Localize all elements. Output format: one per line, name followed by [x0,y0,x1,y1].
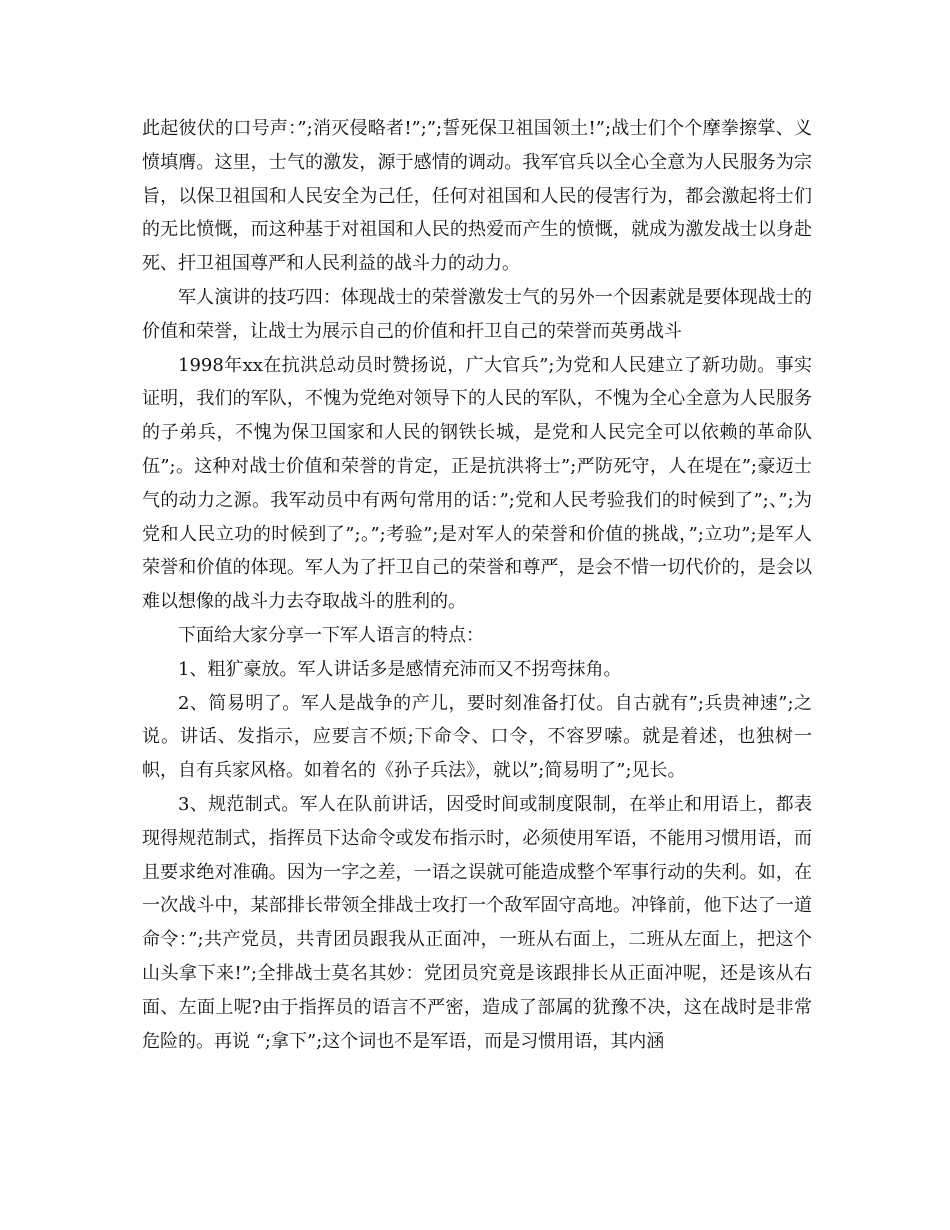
paragraph-6: 2、简易明了。军人是战争的产儿，要时刻准备打仗。自古就有”;兵贵神速”;之说。讲话、发指示，应要言不烦;下命令、口令，不容罗嗦。就是着述，也独树一帜，自有兵家风格。如着名的《孙子兵法》，就以”;简易明了”;见长。 [142,692,812,782]
paragraph-5: 1、粗犷豪放。军人讲话多是感情充沛而又不拐弯抹角。 [178,658,622,680]
paragraph-2: 军人演讲的技巧四：体现战士的荣誉激发士气的另外一个因素就是要体现战士的价值和荣誉，让战士为展示自己的价值和扞卫自己的荣誉而英勇战斗 [142,286,812,342]
paragraph-7: 3、规范制式。军人在队前讲话，因受时间或制度限制，在举止和用语上，都表现得规范制式，指挥员下达命令或发布指示时，必须使用军语，不能用习惯用语，而且要求绝对准确。因为一字之差，一语之误就可能造成整个军事行动的失利。如，在一次战斗中，某部排长带领全排战士攻打一个敌军固守高地。冲锋前，他下达了一道命令：”;共产党员，共青团员跟我从正面冲，一班从右面上，二班从左面上，把这个山头拿下来!”;全排战士莫名其妙：党团员究竟是该跟排长从正面冲呢，还是该从右面、左面上呢?由于指挥员的语言不严密，造成了部属的犹豫不决，这在战时是非常危险的。再说 “;拿下”;这个词也不是军语，而是习惯用语，其内涵 [142,793,812,1052]
paragraph-3: 1998年xx在抗洪总动员时赞扬说，广大官兵”;为党和人民建立了新功勋。事实证明，我们的军队，不愧为党绝对领导下的人民的军队，不愧为全心全意为人民服务的子弟兵，不愧为保卫国家和人民的钢铁长城，是党和人民完全可以依赖的革命队伍”;。这种对战士价值和荣誉的肯定，正是抗洪将士”;严防死守，人在堤在”;豪迈士气的动力之源。我军动员中有两句常用的话：”;党和人民考验我们的时候到了”;、”;为党和人民立功的时候到了”;。”;考验”;是对军人的荣誉和价值的挑战，”;立功”;是军人荣誉和价值的体现。军人为了扞卫自己的荣誉和尊严，是会不惜一切代价的，是会以难以想像的战斗力去夺取战斗的胜利的。 [142,354,812,613]
paragraph-4: 下面给大家分享一下军人语言的特点： [178,624,484,646]
document-body [142,112,812,1058]
paragraph-1: 此起彼伏的口号声：”;消灭侵略者!”;”;誓死保卫祖国领土!”;战士们个个摩拳擦掌、义愤填膺。这里，士气的激发，源于感情的调动。我军官兵以全心全意为人民服务为宗旨，以保卫祖国和人民安全为己任，任何对祖国和人民的侵害行为，都会激起将士们的无比愤慨，而这种基于对祖国和人民的热爱而产生的愤慨，就成为激发战士以身赴死、扞卫祖国尊严和人民利益的战斗力的动力。 [142,118,812,275]
